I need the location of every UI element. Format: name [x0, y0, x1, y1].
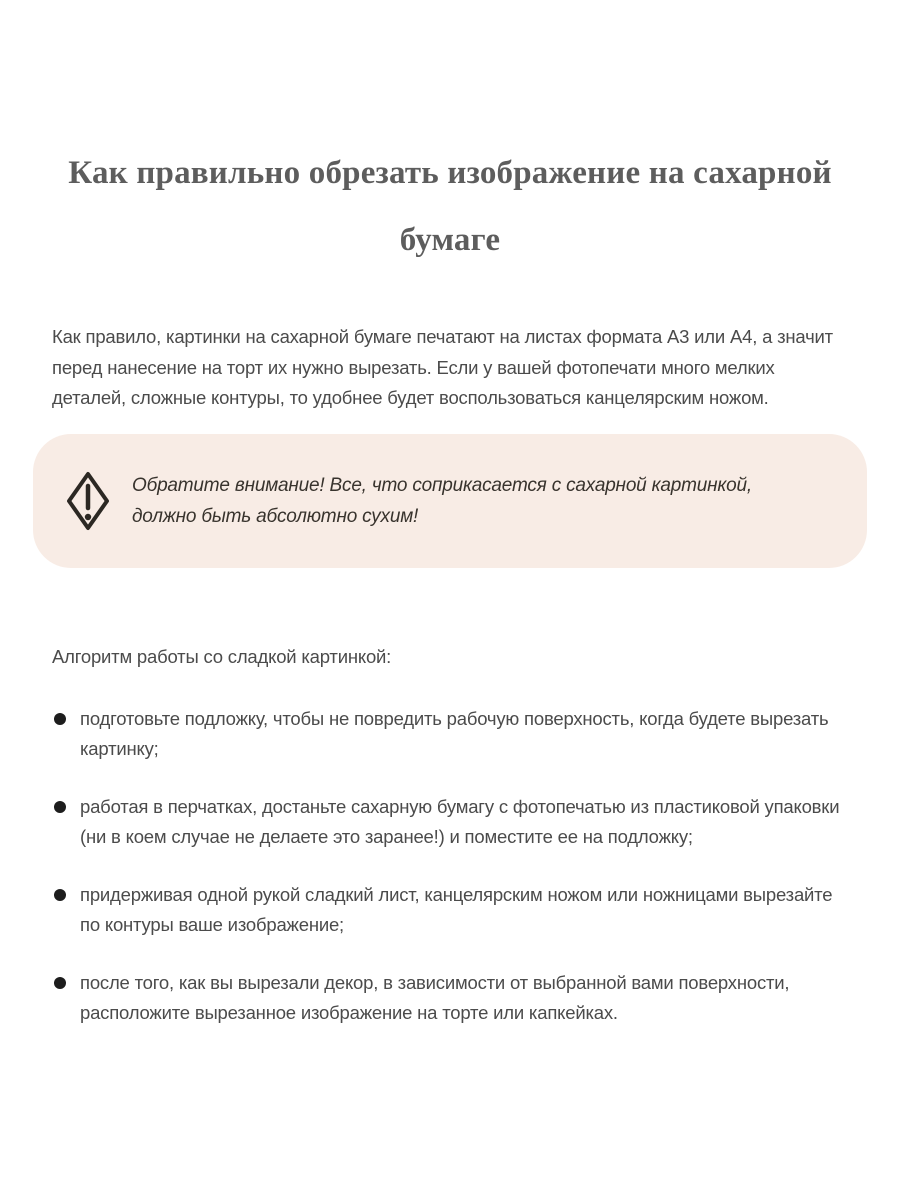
list-item-text: работая в перчатках, достаньте сахарную бумагу с фотопечатью из пластиковой упаковки (ни в коем случае не делаете это заранее!) и поместите ее на подложку; — [80, 795, 840, 847]
list-item — [52, 792, 848, 853]
intro-paragraph: Как правило, картинки на сахарной бумаге печатают на листах формата А3 или А4, а значит перед нанесение на торт их нужно вырезать. Если у вашей фотопечати много мелких деталей, сложные контуры, то удобнее будет воспользоваться канцелярским ножом. — [52, 326, 833, 408]
page-title-line-1: Как правильно обрезать изображение на сахарной — [68, 155, 832, 191]
algorithm-list — [52, 704, 848, 1029]
bullet-marker-icon — [54, 801, 66, 813]
bullet-marker-icon — [54, 713, 66, 725]
bullet-marker-icon — [54, 977, 66, 989]
bullet-marker-icon — [54, 889, 66, 901]
algorithm-heading: Алгоритм работы со сладкой картинкой: — [52, 645, 392, 667]
exclamation-diamond-icon — [66, 471, 110, 531]
page-title — [0, 0, 900, 274]
list-item-text: подготовьте подложку, чтобы не повредить рабочую поверхность, когда будете вырезать картинку; — [80, 707, 829, 759]
list-item-text: после того, как вы вырезали декор, в зависимости от выбранной вами поверхности, расположите вырезанное изображение на торте или капкейках. — [80, 971, 790, 1023]
warning-callout — [33, 434, 867, 568]
list-item — [52, 968, 848, 1029]
page-title-line-2: бумаге — [399, 222, 501, 258]
list-item — [52, 880, 848, 941]
warning-text: Обратите внимание! Все, что соприкасается с сахарной картинкой, должно быть абсолютно сухим! — [132, 474, 752, 527]
list-item-text: придерживая одной рукой сладкий лист, канцелярским ножом или ножницами вырезайте по контуры ваше изображение; — [80, 883, 833, 935]
list-item — [52, 704, 848, 765]
